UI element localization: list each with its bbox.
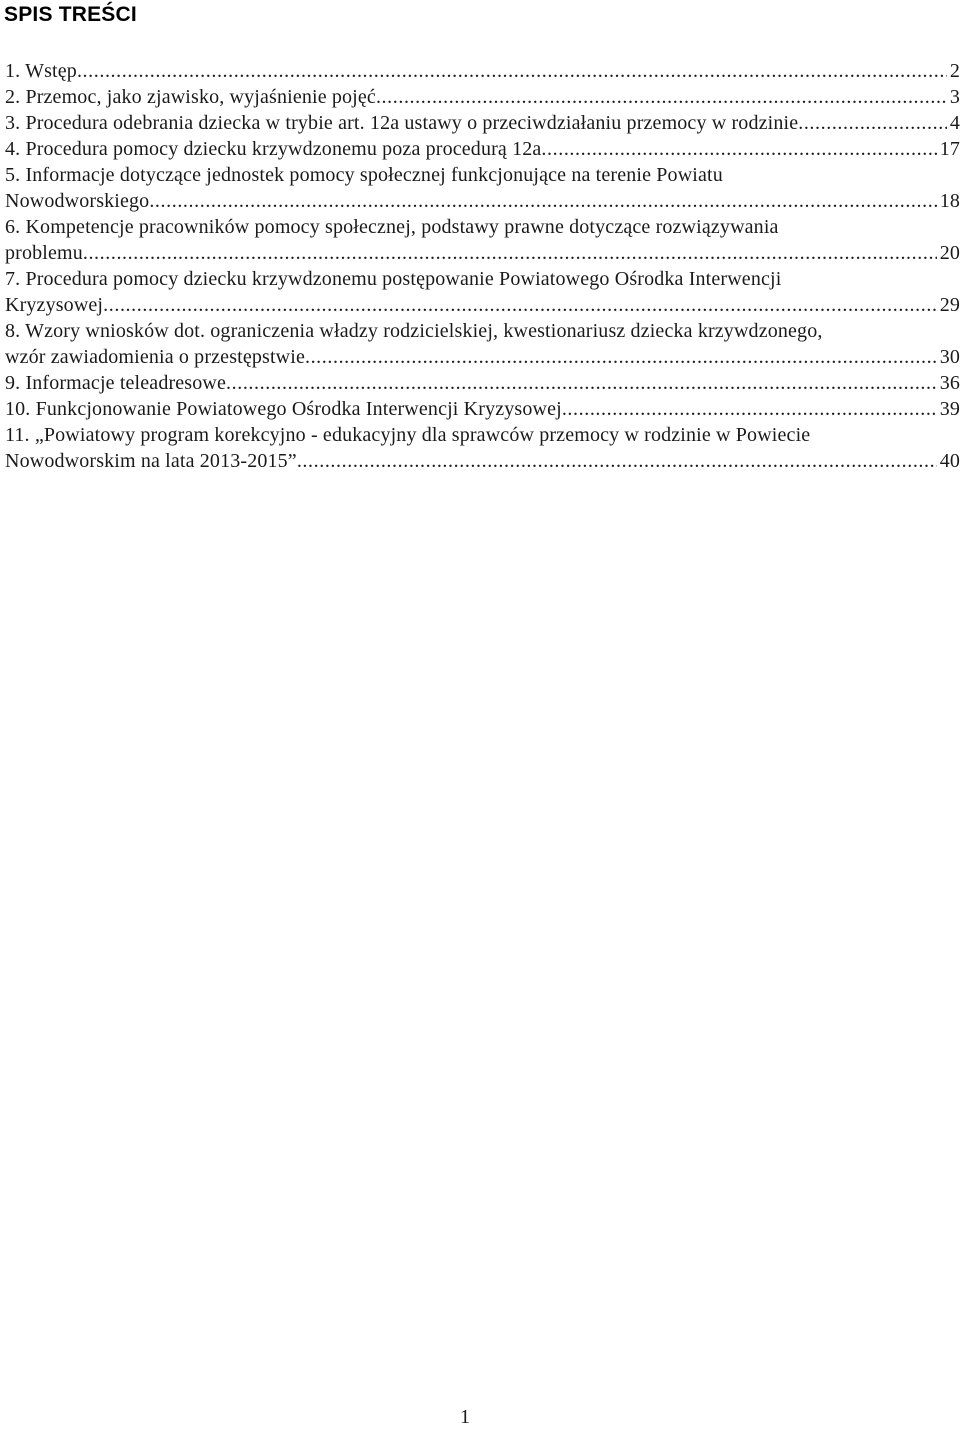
- toc-entry-line: [5, 136, 960, 162]
- toc-entry-line: [5, 344, 960, 370]
- toc-entry-2[interactable]: [5, 84, 960, 110]
- toc-entry-page: 4: [949, 112, 960, 134]
- toc-entry-line: [5, 448, 960, 474]
- toc-entry-title: 9. Informacje teleadresowe: [5, 372, 227, 394]
- toc-entry-line: [5, 292, 960, 318]
- toc-leader-dots: [149, 188, 936, 214]
- toc-leader-dots: [376, 84, 947, 110]
- toc-entry-page: 3: [949, 86, 960, 108]
- toc-entry-line: [5, 188, 960, 214]
- toc-entry-line: [5, 58, 960, 84]
- toc-leader-dots: [77, 58, 947, 84]
- toc-entry-4[interactable]: [5, 136, 960, 162]
- toc-leader-dots: [297, 448, 937, 474]
- toc-entry-11[interactable]: [5, 422, 960, 474]
- toc-leader-dots: [103, 292, 937, 318]
- toc-entry-9[interactable]: [5, 370, 960, 396]
- table-of-contents: [5, 58, 960, 474]
- toc-entry-line: [5, 370, 960, 396]
- toc-entry-title-line2: Nowodworskim na lata 2013-2015”: [5, 450, 297, 472]
- toc-entry-title-line2: wzór zawiadomienia o przestępstwie: [5, 346, 305, 368]
- toc-entry-line: [5, 110, 960, 136]
- toc-entry-7[interactable]: [5, 266, 960, 318]
- toc-entry-1[interactable]: [5, 58, 960, 84]
- toc-entry-page: 40: [939, 450, 960, 472]
- toc-entry-title-line2: Kryzysowej: [5, 294, 104, 316]
- toc-leader-dots: [305, 344, 937, 370]
- toc-entry-title: 4. Procedura pomocy dziecku krzywdzonemu poza procedurą 12a: [5, 138, 542, 160]
- page-number: 1: [460, 1406, 470, 1428]
- toc-entry-page: 36: [939, 372, 960, 394]
- toc-entry-title-line1: 8. Wzory wniosków dot. ograniczenia władzy rodzicielskiej, kwestionariusz dziecka krzywdzonego,: [5, 320, 823, 342]
- toc-entry-page: 20: [939, 242, 960, 264]
- toc-entry-5[interactable]: [5, 162, 960, 214]
- toc-entry-line: [5, 240, 960, 266]
- toc-leader-dots: [798, 110, 947, 136]
- toc-entry-page: 30: [939, 346, 960, 368]
- toc-entry-8[interactable]: [5, 318, 960, 370]
- toc-entry-page: 18: [939, 190, 960, 212]
- toc-entry-6[interactable]: [5, 214, 960, 266]
- toc-entry-line: [5, 84, 960, 110]
- toc-entry-page: 39: [939, 398, 960, 420]
- toc-entry-title-line1: 11. „Powiatowy program korekcyjno - edukacyjny dla sprawców przemocy w rodzinie w Powiecie: [5, 424, 811, 446]
- toc-entry-10[interactable]: [5, 396, 960, 422]
- toc-entry-line: [5, 396, 960, 422]
- toc-leader-dots: [562, 396, 937, 422]
- toc-entry-page: 17: [939, 138, 960, 160]
- toc-entry-title: 1. Wstęp: [5, 60, 77, 82]
- toc-leader-dots: [83, 240, 937, 266]
- toc-leader-dots: [541, 136, 936, 162]
- toc-entry-title: 2. Przemoc, jako zjawisko, wyjaśnienie pojęć: [5, 86, 376, 108]
- toc-entry-page: 2: [949, 60, 960, 82]
- toc-entry-title-line2: problemu: [5, 242, 83, 264]
- toc-entry-title: 10. Funkcjonowanie Powiatowego Ośrodka Interwencji Kryzysowej: [5, 398, 562, 420]
- toc-entry-title-line1: 7. Procedura pomocy dziecku krzywdzonemu postępowanie Powiatowego Ośrodka Interwencji: [5, 268, 782, 290]
- toc-heading: SPIS TREŚCI: [4, 3, 137, 26]
- toc-entry-title-line2: Nowodworskiego: [5, 190, 150, 212]
- toc-entry-title-line1: 5. Informacje dotyczące jednostek pomocy społecznej funkcjonujące na terenie Powiatu: [5, 164, 723, 186]
- toc-leader-dots: [226, 370, 937, 396]
- toc-entry-page: 29: [939, 294, 960, 316]
- toc-entry-title-line1: 6. Kompetencje pracowników pomocy społecznej, podstawy prawne dotyczące rozwiązywania: [5, 216, 779, 238]
- toc-entry-3[interactable]: [5, 110, 960, 136]
- toc-entry-title: 3. Procedura odebrania dziecka w trybie art. 12a ustawy o przeciwdziałaniu przemocy w rodzinie: [5, 112, 799, 134]
